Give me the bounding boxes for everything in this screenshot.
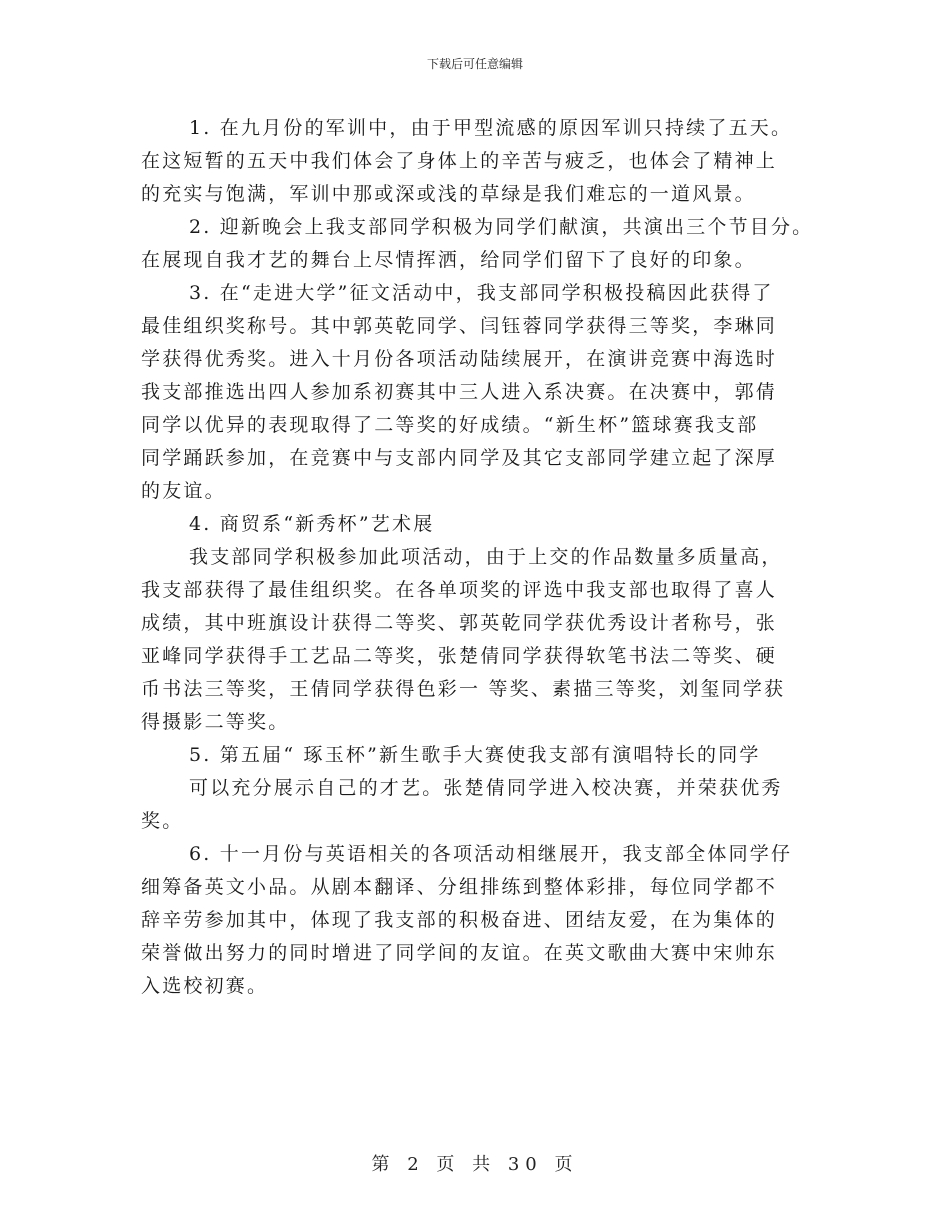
text-line: 我支部同学积极参加此项活动，由于上交的作品数量多质量高，: [189, 546, 783, 568]
text-line: 在这短暂的五天中我们体会了身体上的辛苦与疲乏，也体会了精神上: [141, 150, 778, 172]
text-line: 同学以优异的表现取得了二等奖的好成绩。“新生杯”篮球赛我支部: [141, 414, 759, 436]
text-line: 成绩，其中班旗设计获得二等奖、郭英乾同学获优秀设计者称号，张: [141, 612, 778, 634]
text-line: 细筹备英文小品。从剧本翻译、分组排练到整体彩排，每位同学都不: [141, 876, 778, 898]
text-line: 2. 迎新晚会上我支部同学积极为同学们献演，共演出三个节目分。: [189, 216, 814, 238]
text-line: 币书法三等奖，王倩同学获得色彩一 等奖、素描三等奖，刘玺同学获: [141, 678, 786, 700]
text-line: 的充实与饱满，军训中那或深或浅的草绿是我们难忘的一道风景。: [141, 183, 756, 205]
text-line: 5. 第五届“ 琢玉杯”新生歌手大赛使我支部有演唱特长的同学: [189, 744, 761, 766]
body-text: [141, 112, 814, 1003]
text-line: 可以充分展示自己的才艺。张楚倩同学进入校决赛，并荣获优秀: [189, 777, 783, 799]
page-footer: 第 2 页 共 30 页: [371, 1154, 579, 1175]
paragraph-6: [141, 838, 806, 1003]
text-line: 我支部推选出四人参加系初赛其中三人进入系决赛。在决赛中，郭倩: [141, 381, 778, 403]
text-line: 亚峰同学获得手工艺品二等奖，张楚倩同学获得软笔书法二等奖、硬: [141, 645, 778, 667]
text-line: 学获得优秀奖。进入十月份各项活动陆续展开，在演讲竞赛中海选时: [141, 348, 778, 370]
paragraph-1: [141, 112, 806, 211]
text-line: 入选校初赛。: [141, 975, 269, 997]
paragraph-2: [141, 211, 814, 277]
paragraph-4: [141, 541, 806, 739]
text-line: 4. 商贸系“新秀杯”艺术展: [189, 513, 435, 535]
text-line: 最佳组织奖称号。其中郭英乾同学、闫钰蓉同学获得三等奖，李琳同: [141, 315, 778, 337]
text-line: 同学踊跃参加，在竞赛中与支部内同学及其它支部同学建立起了深厚: [141, 447, 778, 469]
text-line: 在展现自我才艺的舞台上尽情挥洒，给同学们留下了良好的印象。: [141, 249, 756, 271]
text-line: 得摄影二等奖。: [141, 711, 290, 733]
text-line: 6. 十一月份与英语相关的各项活动相继展开，我支部全体同学仔: [189, 843, 793, 865]
text-line: 我支部获得了最佳组织奖。在各单项奖的评选中我支部也取得了喜人: [141, 579, 778, 601]
text-line: 荣誉做出努力的同时增进了同学间的友谊。在英文歌曲大赛中宋帅东: [141, 942, 778, 964]
page-header: 下载后可任意编辑: [426, 57, 523, 71]
text-line: 3. 在“走进大学”征文活动中，我支部同学积极投稿因此获得了: [189, 282, 774, 304]
text-line: 1. 在九月份的军训中，由于甲型流感的原因军训只持续了五天。: [189, 117, 793, 139]
text-line: 辞辛劳参加其中，体现了我支部的积极奋进、团结友爱，在为集体的: [141, 909, 778, 931]
text-line: 奖。: [141, 810, 184, 832]
text-line: 的友谊。: [141, 480, 226, 502]
paragraph-5: [141, 739, 806, 838]
paragraph-3: [141, 277, 806, 508]
paragraph-4-heading: [141, 508, 806, 541]
